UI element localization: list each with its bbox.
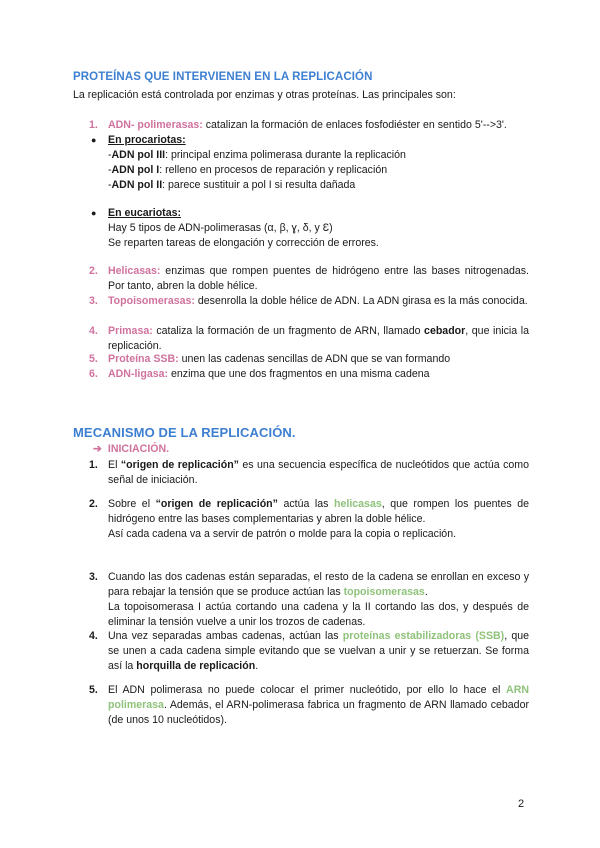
bullet-icon: ● xyxy=(91,208,97,218)
procariotas-line: -ADN pol II: parece sustituir a pol I si resulta dañada xyxy=(108,179,356,191)
subsection-iniciacion: ➔ INICIACIÓN. xyxy=(93,443,170,455)
procariotas-line: -ADN pol I: relleno en procesos de reparación y replicación xyxy=(108,164,388,176)
bullet-icon: ● xyxy=(91,135,97,145)
section-title-proteinas: PROTEÍNAS QUE INTERVIENEN EN LA REPLICACIÓN xyxy=(73,71,373,83)
document-page: PROTEÍNAS QUE INTERVIENEN EN LA REPLICACIÓN La replicación está controlada por enzimas y otras proteínas. Las principales son: 1. ADN- polimerasas: catalizan la formación de enlaces fosfodiéster en sentido 5'-->3'. ● En procariotas: -ADN pol III: principal enzima polimerasa durante la replicación -ADN pol I: relleno en procesos de reparación y replicación -ADN pol II: parece sustituir a pol I si resulta dañada ● En eucariotas: Hay 5 tipos de ADN-polimerasas (α, β, ɣ, δ, y Ɛ) Se reparten tareas de elongación y corrección de errores. 2. Helicasas: enzimas que rompen puentes de hidrógeno entre las bases nitrogenadas. Por tanto, abren la doble hélice. 3. Topoisomerasas: desenrolla la doble hélice de ADN. La ADN girasa es la más conocida. 4. Primasa: cataliza la formación de un fragmento de ARN, llamado cebador, que inicia la replicación. 5. Proteína SSB: unen las cadenas sencillas de ADN que se van formando 6. ADN-ligasa: enzima que une dos fragmentos en una misma cadena MECANISMO DE LA REPLICACIÓN. ➔ INICIACIÓN. 1. El “origen de replicación” es una secuencia específica de nucleótidos que actúa como señal de iniciación. 2. Sobre el “origen de replicación” actúa las helicasas, que rompen los puentes de hidrógeno entre las bases complementarias y abren la doble hélice. Así cada cadena va a servir de patrón o molde para la copia o replicación. 3. Cuando las dos cadenas están separadas, el resto de la cadena se enrollan en exceso y para rebajar la tensión que se produce actúan las topoisomerasas. La topoisomerasa I actúa cortando una cadena y la II cortando las dos, y después de eliminar la tensión vuelve a unir los trozos de cadenas. 4. Una vez separadas ambas cadenas, actúan las proteínas estabilizadoras (SSB), que se unen a cada cadena simple evitando que se vuelvan a unir y se retuerzan. Se forma así la horquilla de replicación. 5. El ADN polimerasa no puede colocar el primer nucleótido, por ello lo hace el ARN polimerasa. Además, el ARN-polimerasa fabrica un fragmento de ARN llamado cebador (de unos 10 nucleótidos). 2 xyxy=(73,71,529,810)
arrow-right-icon: ➔ xyxy=(93,443,102,455)
procariotas-line: -ADN pol III: principal enzima polimerasa durante la replicación xyxy=(108,149,406,161)
page-number: 2 xyxy=(518,798,525,810)
intro-paragraph: La replicación está controlada por enzimas y otras proteínas. Las principales son: xyxy=(73,89,456,101)
section-title-mecanismo: MECANISMO DE LA REPLICACIÓN. xyxy=(73,425,296,440)
